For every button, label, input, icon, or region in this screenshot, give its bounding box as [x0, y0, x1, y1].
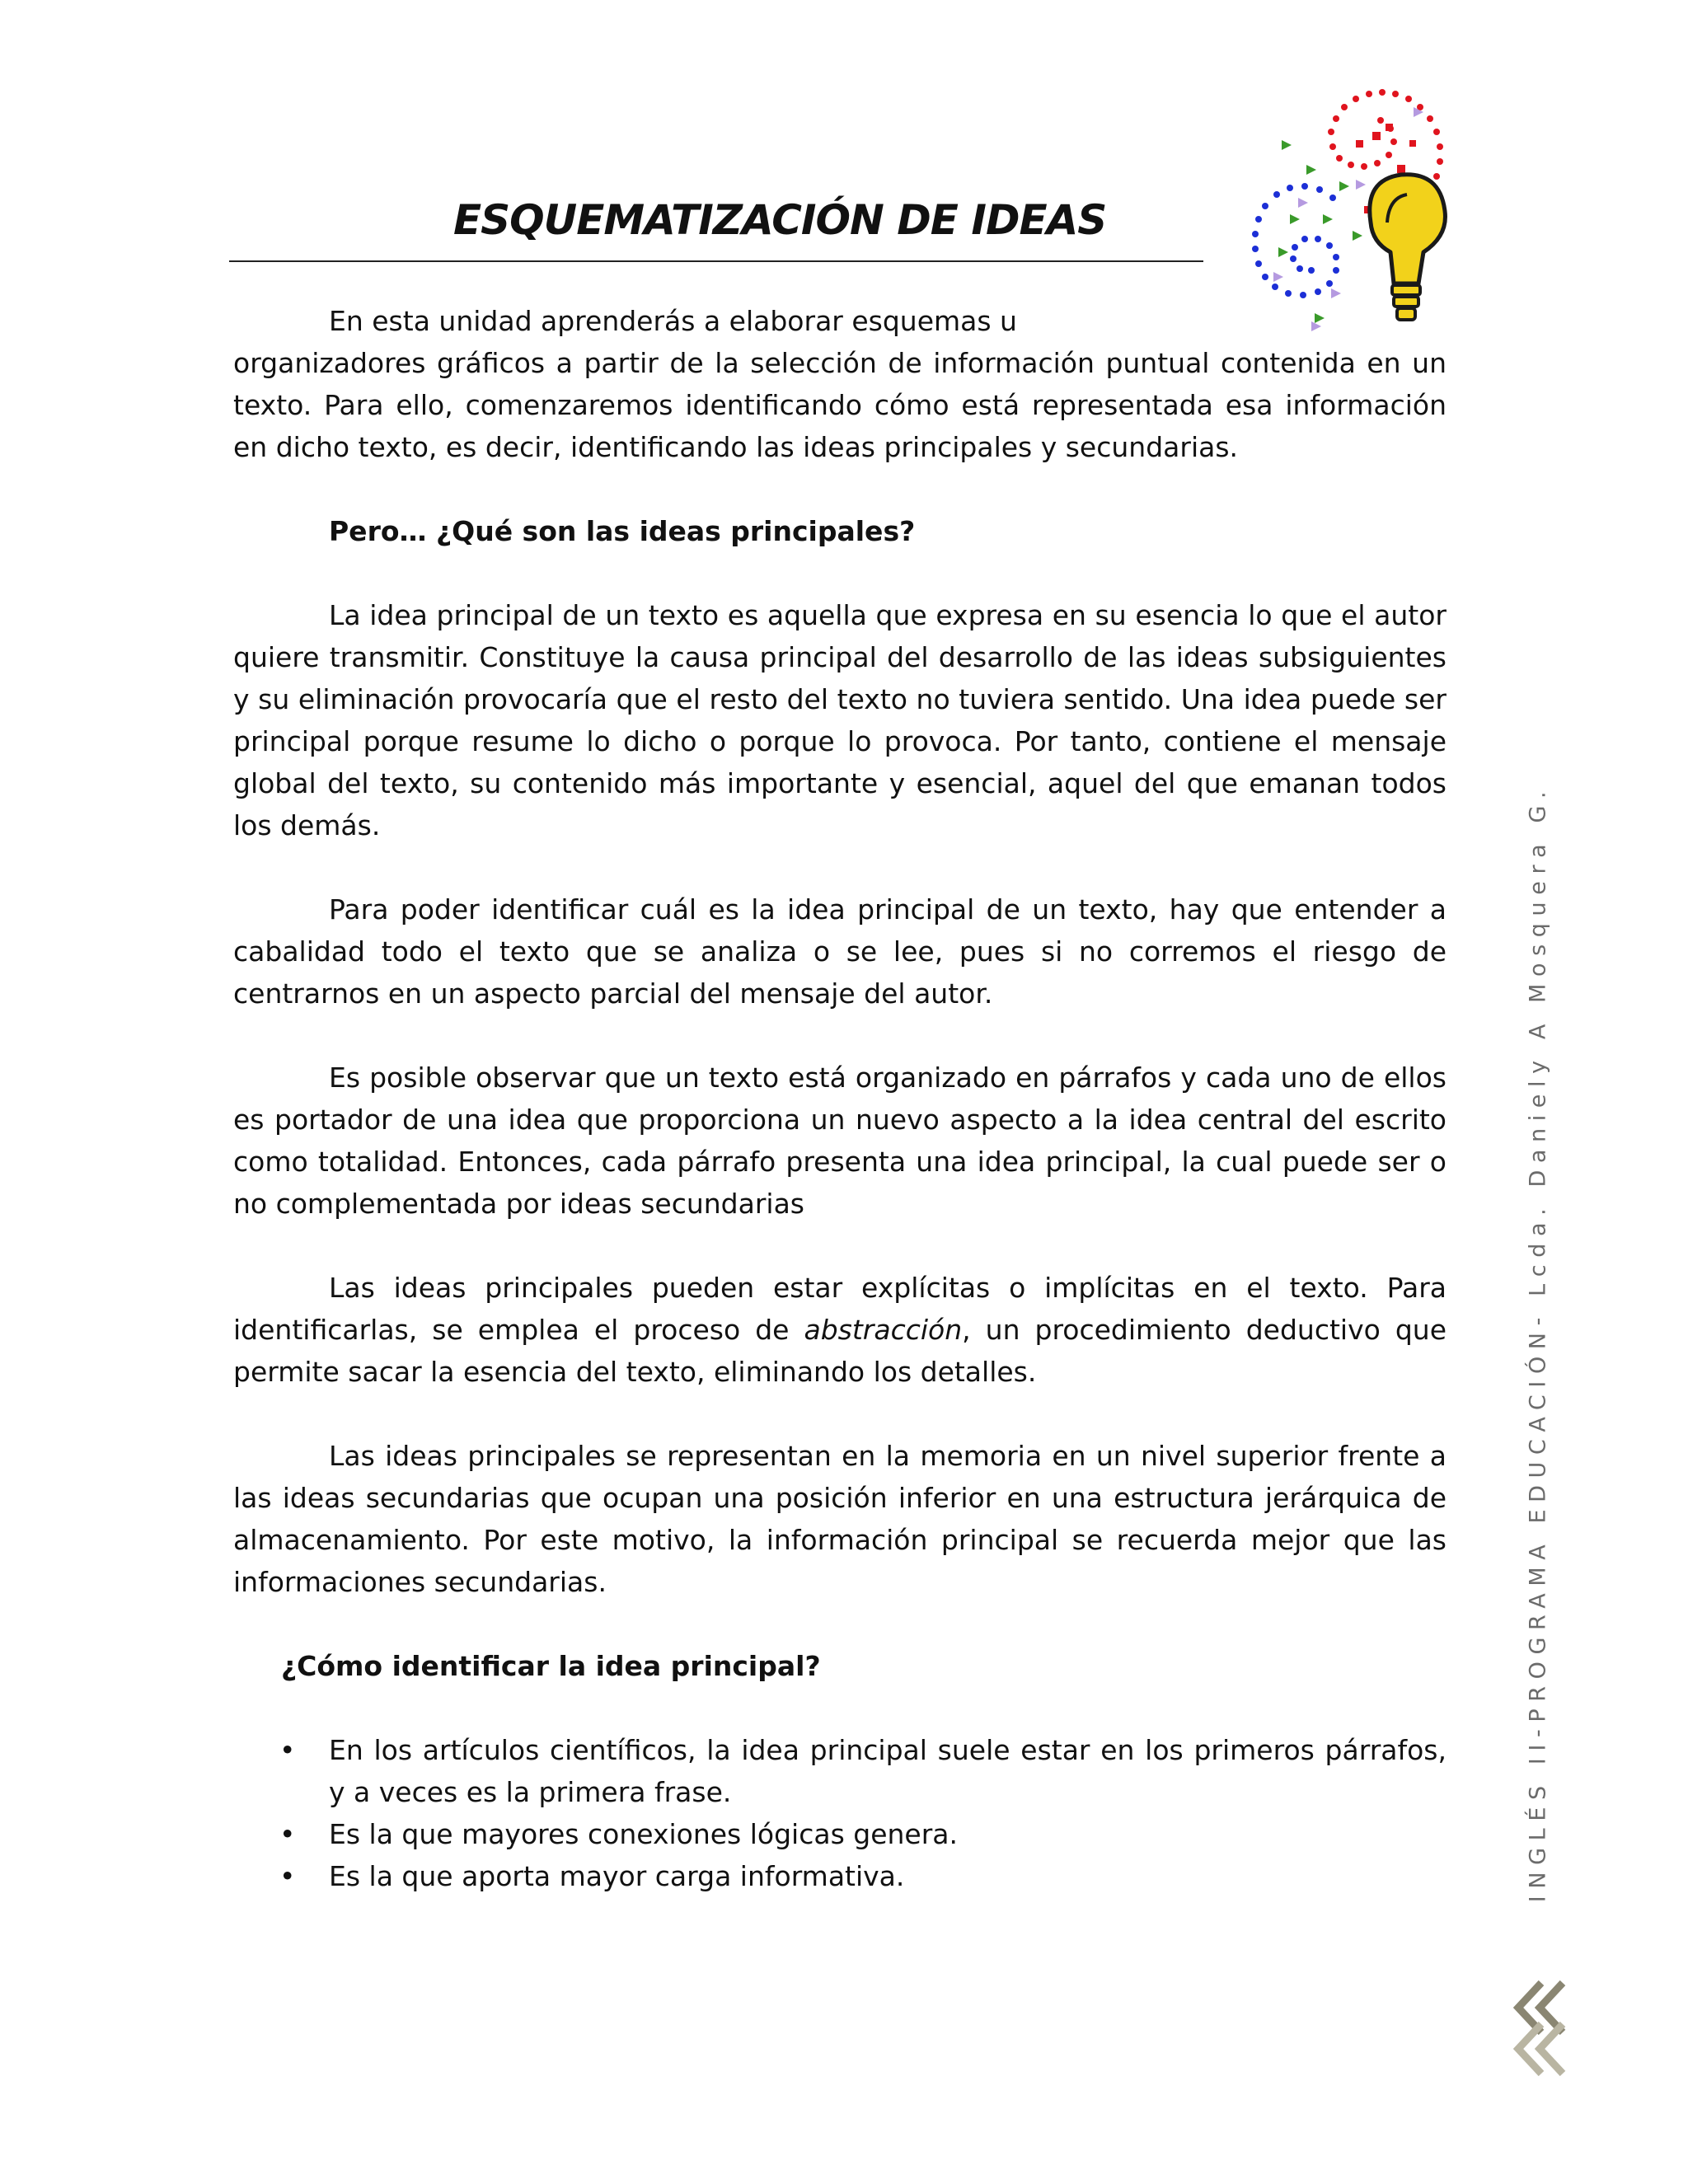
document-title: ESQUEMATIZACIÓN DE IDEAS — [453, 196, 1107, 244]
list-item — [279, 1813, 1447, 1855]
question-heading-main-ideas: Pero… ¿Qué son las ideas principales? — [329, 515, 916, 547]
paragraph-identify: Para poder identificar cuál es la idea principal de un texto, hay que entender a cabalidad todo el texto que se analiza o se lee, pues si no corremos el riesgo de centrarnos en un aspecto parcial del mensaje del autor. — [233, 893, 1447, 1010]
bullet-icon: • — [279, 1734, 296, 1766]
bullet-icon: • — [279, 1860, 296, 1892]
document-body — [233, 300, 1447, 1897]
list-item-text: En los artículos científicos, la idea principal suele estar en los primeros párrafos, y a veces es la primera frase. — [329, 1734, 1447, 1808]
list-item-text: Es la que aporta mayor carga informativa. — [329, 1860, 905, 1892]
bullet-icon: • — [279, 1818, 296, 1850]
paragraph-memory: Las ideas principales se representan en la memoria en un nivel superior frente a las ideas secundarias que ocupan una posición inferior en una estructura jerárquica de almacenamiento. Por este motivo, la información principal se recuerda mejor que las informaciones secundarias. — [233, 1440, 1447, 1598]
paragraph-structure: Es posible observar que un texto está organizado en párrafos y cada uno de ellos es portador de una idea que proporciona un nuevo aspecto a la idea central del escrito como totalidad. Entonces, cada párrafo presenta una idea principal, la cual puede ser o no complementada por ideas secundarias — [233, 1062, 1447, 1220]
abstraction-text-after: , un procedimiento deductivo que permite sacar la esencia del texto, eliminando los detalles. — [233, 1314, 1447, 1388]
chevron-decoration-icon — [1508, 1978, 1574, 2077]
list-item — [279, 1729, 1447, 1813]
paragraph-definition: La idea principal de un texto es aquella que expresa en su esencia lo que el autor quiere transmitir. Constituye la causa principal del desarrollo de las ideas subsiguientes y su eliminación provocaría que el resto del texto no tuviera sentido. Una idea puede ser principal porque resume lo dicho o porque lo provoca. Por tanto, contiene el mensaje global del texto, su contenido más importante y esencial, aquel del que emanan todos los demás. — [233, 599, 1447, 841]
list-item — [279, 1855, 1447, 1897]
bullet-list — [233, 1729, 1447, 1897]
question-heading-how-identify: ¿Cómo identificar la idea principal? — [281, 1650, 821, 1682]
sidebar-footer — [1522, 709, 1554, 1978]
abstraction-term: abstracción — [804, 1314, 963, 1346]
intro-paragraph-continuation: organizadores gráficos a partir de la selección de información puntual contenida en un texto. Para ello, comenzaremos identificando cómo está representada esa información en dicho texto, es decir, identificando las ideas principales y secundarias. — [233, 347, 1447, 463]
title-underline — [229, 260, 1203, 262]
list-item-text: Es la que mayores conexiones lógicas genera. — [329, 1818, 959, 1850]
abstraction-text-before: Las ideas principales pueden estar explícitas o implícitas en el texto. Para identificarlas, se emplea el proceso de — [233, 1272, 1447, 1346]
intro-paragraph: En esta unidad aprenderás a elaborar esquemas u — [329, 305, 1017, 337]
paragraph-abstraction — [233, 1267, 1447, 1393]
sidebar-course-label: INGLÉS II-PROGRAMA EDUCACIÓN- Lcda. Daniely A Mosquera G. — [1525, 784, 1551, 1903]
